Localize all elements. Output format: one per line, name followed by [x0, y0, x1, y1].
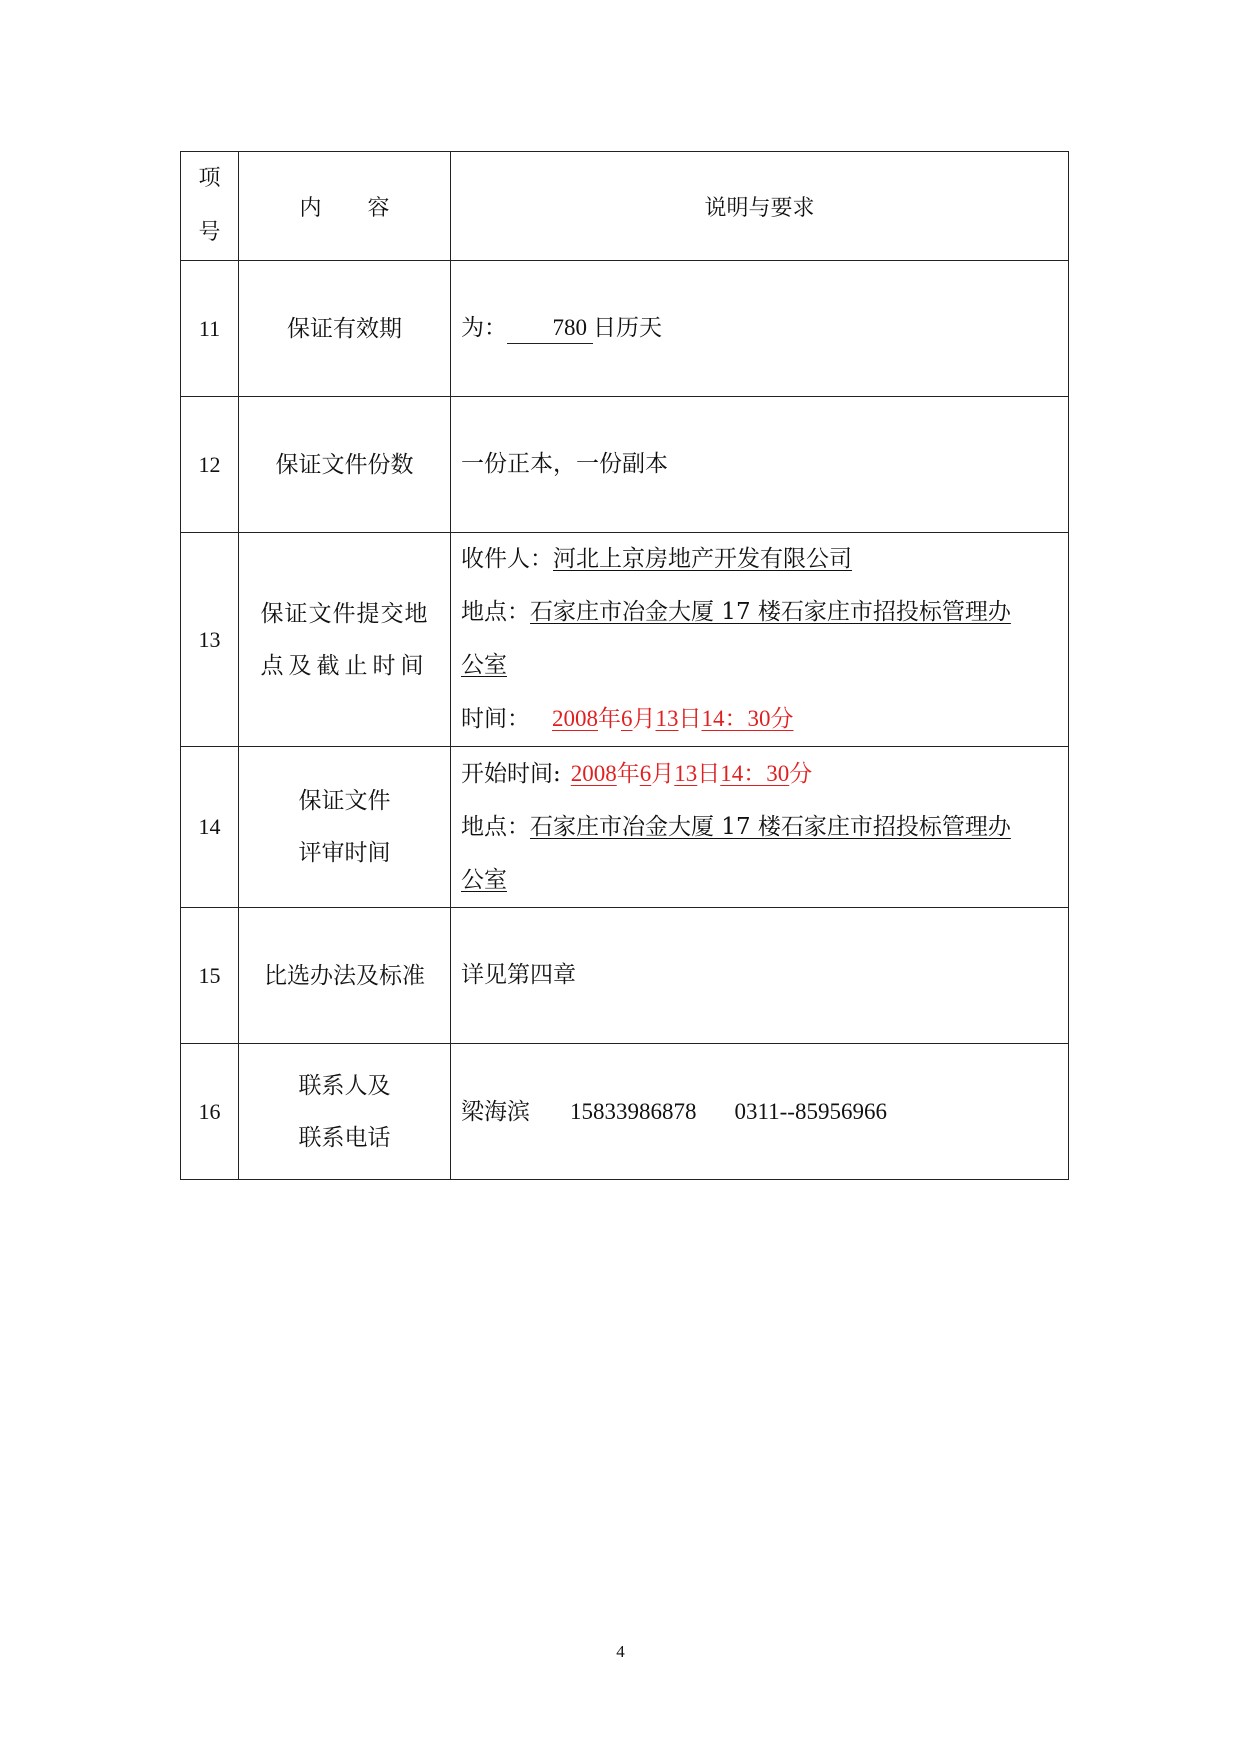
- row-number: 16: [181, 1044, 239, 1180]
- row-description: 一份正本，一份副本: [451, 397, 1069, 533]
- table-header-row: [181, 152, 1069, 261]
- row-description: [451, 1044, 1069, 1180]
- row-number: 14: [181, 747, 239, 908]
- deadline-year-unit: 年: [598, 706, 621, 732]
- contact-mobile: 15833986878: [570, 1098, 697, 1124]
- table-row: [181, 261, 1069, 397]
- recipient-label: 收件人：: [461, 546, 553, 572]
- row-item: [239, 1044, 451, 1180]
- start-month: 6: [639, 761, 652, 786]
- header-content: [239, 152, 451, 261]
- row-number: 15: [181, 908, 239, 1044]
- header-item-number-line2: 号: [198, 220, 221, 245]
- place-line-cont: [461, 639, 1068, 692]
- start-time-label: 开始时间:: [461, 761, 561, 787]
- table-row: [181, 397, 1069, 533]
- header-item-number: [181, 152, 239, 261]
- row-description: [451, 261, 1069, 397]
- row-item-line2: 点及截止时间: [260, 652, 429, 679]
- start-year-unit: 年: [616, 761, 640, 787]
- deadline-month-unit: 月: [632, 706, 656, 732]
- start-day: 13: [674, 761, 698, 786]
- deadline-month: 6: [621, 706, 633, 731]
- start-year: 2008: [570, 761, 617, 786]
- recipient-name: 河北上京房地产开发有限公司: [553, 546, 852, 572]
- row-item: 保证文件份数: [239, 397, 451, 533]
- start-day-unit: 日: [697, 761, 721, 787]
- table-row: [181, 908, 1069, 1044]
- start-time: 14：30: [720, 761, 790, 786]
- validity-days: 780: [507, 313, 593, 344]
- row-number: 11: [181, 261, 239, 397]
- table-row: [181, 533, 1069, 747]
- validity-suffix: 日历天: [593, 315, 662, 341]
- row-item: 保证有效期: [239, 261, 451, 397]
- header-item-number-line1: 项: [198, 166, 221, 191]
- deadline-time: 14：30: [701, 706, 771, 731]
- start-minute-unit: 分: [789, 761, 813, 787]
- requirements-table: [180, 151, 1069, 1180]
- row-item-line2: 联系电话: [298, 1124, 391, 1151]
- contact-name: 梁海滨: [461, 1098, 530, 1125]
- deadline-day-unit: 日: [678, 706, 702, 732]
- place-text: 石家庄市冶金大厦 17 楼石家庄市招投标管理办: [530, 599, 1011, 625]
- recipient-line: [461, 533, 1068, 586]
- row-number: 13: [181, 533, 239, 747]
- table-row: [181, 747, 1069, 908]
- row-item: [239, 747, 451, 908]
- place-line: [461, 586, 1068, 639]
- row-item: [239, 533, 451, 747]
- row-item-line1: 联系人及: [298, 1072, 391, 1099]
- deadline-year: 2008: [552, 706, 598, 731]
- row-item-line2: 评审时间: [298, 840, 391, 866]
- place-text-cont: 公室: [461, 652, 507, 678]
- row-number: 12: [181, 397, 239, 533]
- row-description: [451, 747, 1069, 908]
- deadline-day: 13: [655, 706, 679, 731]
- page-number: 4: [616, 1642, 625, 1661]
- place-label: 地点：: [461, 599, 530, 625]
- place-line-cont: [461, 854, 1068, 907]
- deadline-minute-unit: 分: [770, 706, 794, 732]
- row-item: 比选办法及标准: [239, 908, 451, 1044]
- header-content-label: 内容: [299, 195, 436, 221]
- place-text-cont: 公室: [461, 867, 507, 893]
- place-line: [461, 801, 1068, 854]
- deadline-label: 时间：: [461, 706, 530, 732]
- row-description: [451, 533, 1069, 747]
- contact-phone: 0311--85956966: [734, 1098, 887, 1124]
- header-description: 说明与要求: [451, 152, 1069, 261]
- validity-prefix: 为：: [461, 315, 507, 341]
- start-month-unit: 月: [651, 761, 675, 787]
- table-row: [181, 1044, 1069, 1180]
- deadline-line: [461, 692, 1068, 746]
- start-time-line: [461, 747, 1068, 801]
- row-description: 详见第四章: [451, 908, 1069, 1044]
- place-label: 地点：: [461, 814, 530, 840]
- row-item-line1: 保证文件提交地: [260, 600, 429, 627]
- row-item-line1: 保证文件: [298, 788, 391, 814]
- place-text: 石家庄市冶金大厦 17 楼石家庄市招投标管理办: [530, 814, 1011, 840]
